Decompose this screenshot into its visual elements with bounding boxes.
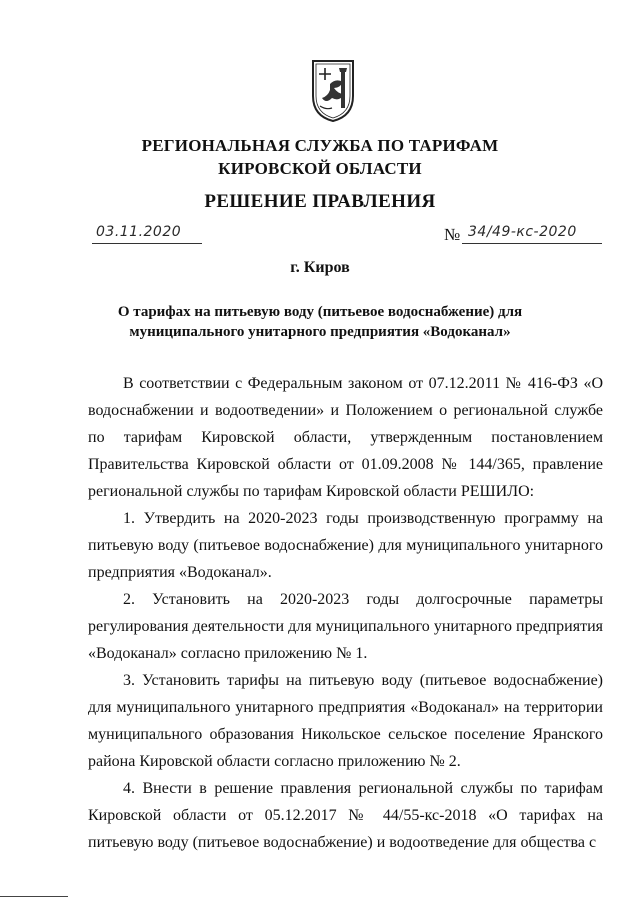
decision-item-3: 3. Установить тарифы на питьевую воду (питьевое водоснабжение) для муниципального унитарного предприятия «Водоканал» на территории муниципального образования Никольское сельское поселение Яранского района Кировской области согласно приложению № 2. [88, 672, 603, 770]
document-body [88, 370, 603, 856]
handwritten-date: 03.11.2020 [96, 224, 182, 240]
date-field [92, 225, 202, 244]
decision-item-2: 2. Установить на 2020-2023 годы долгосрочные параметры регулирования деятельности для муниципального унитарного предприятия «Водоканал» согласно приложению № 1. [88, 591, 603, 662]
org-name-line-1: РЕГИОНАЛЬНАЯ СЛУЖБА ПО ТАРИФАМ [141, 136, 499, 155]
document-title: РЕШЕНИЕ ПРАВЛЕНИЯ [204, 191, 436, 212]
number-field [462, 225, 602, 244]
subject-line-2: муниципального унитарного предприятия «Водоканал» [129, 324, 511, 340]
coat-of-arms-icon [310, 58, 356, 124]
org-name-line-2: КИРОВСКОЙ ОБЛАСТИ [218, 159, 422, 178]
intro-paragraph: В соответствии с Федеральным законом от 07.12.2011 № 416-ФЗ «О водоснабжении и водоотведении» и Положением о региональной службе по тарифам Кировской области, утвержденным постановлением Правительства Кировской области от 01.09.2008 № 144/365, правление региональной службы по тарифам Кировской области РЕШИЛО: [88, 375, 603, 500]
handwritten-number: 34/49-кс-2020 [468, 224, 577, 240]
decision-item-4: 4. Внести в решение правления региональной службы по тарифам Кировской области от 05.12.2017 № 44/55-кс-2018 «О тарифах на питьевую воду (питьевое водоснабжение) и водоотведение для общества с [88, 780, 603, 851]
decision-item-1: 1. Утвердить на 2020-2023 годы производственную программу на питьевую воду (питьевое водоснабжение) для муниципального унитарного предприятия «Водоканал». [88, 510, 603, 581]
footnote-divider [0, 896, 68, 897]
city-label: г. Киров [290, 259, 350, 276]
subject-line-1: О тарифах на питьевую воду (питьевое водоснабжение) для [117, 304, 523, 320]
number-sign: № [444, 225, 461, 244]
